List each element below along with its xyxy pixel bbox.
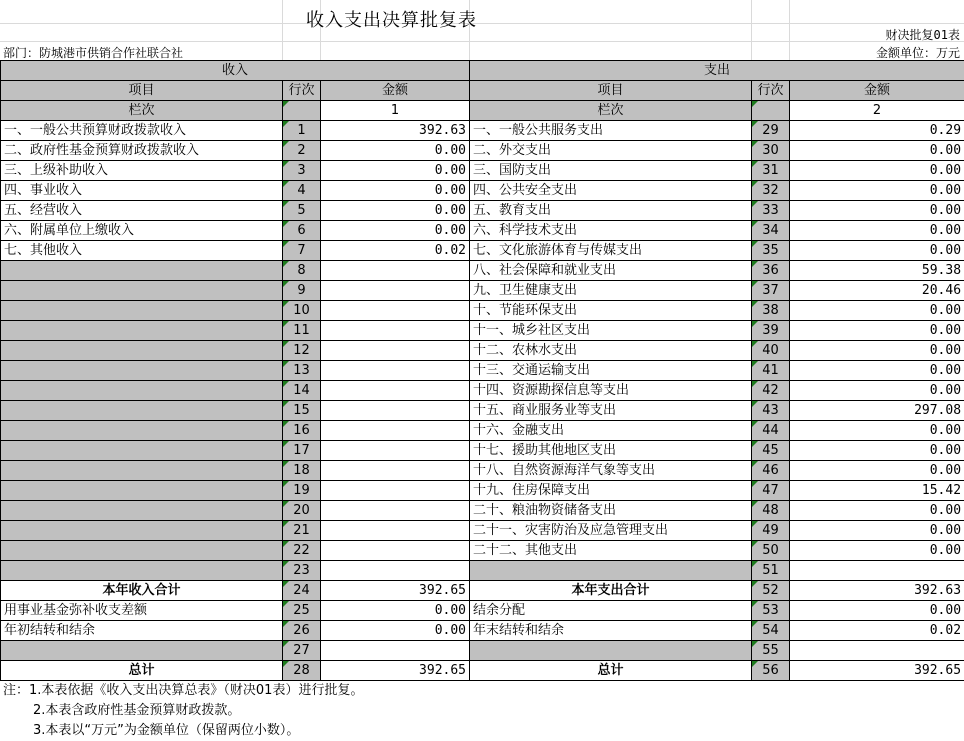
expense-amount-cell[interactable]: 297.08: [790, 401, 964, 421]
note-1: 注：1.本表依据《收入支出决算总表》（财决01表）进行批复。: [3, 683, 364, 698]
expense-item-cell[interactable]: 四、公共安全支出: [470, 181, 752, 201]
expense-line-cell[interactable]: 54: [752, 621, 790, 641]
income-line-cell[interactable]: 28: [283, 661, 321, 681]
income-amount-cell[interactable]: 0.00: [321, 141, 470, 161]
income-line-cell[interactable]: 2: [283, 141, 321, 161]
income-item-cell[interactable]: 七、其他收入: [1, 241, 283, 261]
table-row: [1, 541, 964, 561]
income-line-cell[interactable]: 3: [283, 161, 321, 181]
income-line-cell[interactable]: 11: [283, 321, 321, 341]
expense-amount-cell[interactable]: 15.42: [790, 481, 964, 501]
income-line-cell[interactable]: 7: [283, 241, 321, 261]
expense-amount-cell[interactable]: 0.29: [790, 121, 964, 141]
income-item-cell[interactable]: [1, 341, 283, 361]
income-item-cell[interactable]: [1, 461, 283, 481]
expense-item-cell[interactable]: 七、文化旅游体育与传媒支出: [470, 241, 752, 261]
expense-amount-cell[interactable]: 392.65: [790, 661, 964, 681]
expense-amount-cell[interactable]: 0.00: [790, 421, 964, 441]
income-item-cell[interactable]: 四、事业收入: [1, 181, 283, 201]
income-amount-cell[interactable]: [321, 341, 470, 361]
expense-line-header[interactable]: 行次: [752, 81, 790, 101]
income-line-cell[interactable]: 19: [283, 481, 321, 501]
expense-line-cell[interactable]: 40: [752, 341, 790, 361]
expense-amount-cell[interactable]: 0.00: [790, 241, 964, 261]
section-header-row: [1, 61, 964, 81]
expense-line-cell[interactable]: 35: [752, 241, 790, 261]
expense-item-cell[interactable]: 十八、自然资源海洋气象等支出: [470, 461, 752, 481]
expense-amount-cell[interactable]: 0.00: [790, 321, 964, 341]
income-line-cell[interactable]: 22: [283, 541, 321, 561]
expense-item-cell[interactable]: 二、外交支出: [470, 141, 752, 161]
income-line-cell[interactable]: 13: [283, 361, 321, 381]
expense-item-cell[interactable]: 本年支出合计: [470, 581, 752, 601]
income-line-cell[interactable]: 12: [283, 341, 321, 361]
expense-line-cell[interactable]: 39: [752, 321, 790, 341]
expense-amount-cell[interactable]: 59.38: [790, 261, 964, 281]
table-row: [1, 561, 964, 581]
table-row: [1, 281, 964, 301]
expense-line-cell[interactable]: 45: [752, 441, 790, 461]
income-amount-cell[interactable]: [321, 381, 470, 401]
expense-amount-cell[interactable]: [790, 561, 964, 581]
income-amount-cell[interactable]: 0.00: [321, 601, 470, 621]
income-amount-cell[interactable]: [321, 401, 470, 421]
table-row: [1, 321, 964, 341]
income-amount-cell[interactable]: 0.00: [321, 161, 470, 181]
column-header-row: [1, 81, 964, 101]
table-row: [1, 421, 964, 441]
expense-line-cell[interactable]: 38: [752, 301, 790, 321]
income-item-header[interactable]: 项目: [1, 81, 283, 101]
income-line-cell[interactable]: 26: [283, 621, 321, 641]
table-row: [1, 381, 964, 401]
grand-total-row: [1, 661, 964, 681]
table-row: [1, 121, 964, 141]
form-code: 财决批复01表: [885, 28, 960, 42]
income-item-cell[interactable]: [1, 421, 283, 441]
expense-line-cell[interactable]: 42: [752, 381, 790, 401]
expense-line-cell[interactable]: 53: [752, 601, 790, 621]
income-line-cell[interactable]: 16: [283, 421, 321, 441]
income-amount-cell[interactable]: [321, 261, 470, 281]
table-row: [1, 241, 964, 261]
income-item-cell[interactable]: [1, 641, 283, 661]
income-line-cell[interactable]: 10: [283, 301, 321, 321]
expense-line-cell[interactable]: 43: [752, 401, 790, 421]
income-item-cell[interactable]: [1, 481, 283, 501]
expense-amount-cell[interactable]: 0.00: [790, 461, 964, 481]
income-amount-cell[interactable]: 0.00: [321, 181, 470, 201]
income-amount-cell[interactable]: [321, 481, 470, 501]
expense-item-cell[interactable]: 十一、城乡社区支出: [470, 321, 752, 341]
income-line-cell[interactable]: 5: [283, 201, 321, 221]
income-header[interactable]: 收入: [1, 61, 470, 81]
income-item-cell[interactable]: 六、附属单位上缴收入: [1, 221, 283, 241]
table-row: [1, 521, 964, 541]
income-item-cell[interactable]: 五、经营收入: [1, 201, 283, 221]
income-item-cell[interactable]: 总计: [1, 661, 283, 681]
income-item-cell[interactable]: [1, 561, 283, 581]
table-row: [1, 201, 964, 221]
dept-row: [0, 42, 964, 60]
income-amount-cell[interactable]: [321, 321, 470, 341]
income-amount-cell[interactable]: [321, 281, 470, 301]
expense-line-cell[interactable]: 50: [752, 541, 790, 561]
expense-item-cell[interactable]: 二十二、其他支出: [470, 541, 752, 561]
expense-item-cell[interactable]: 十三、交通运输支出: [470, 361, 752, 381]
expense-line-cell[interactable]: 37: [752, 281, 790, 301]
expense-item-cell[interactable]: 二十、粮油物资储备支出: [470, 501, 752, 521]
budget-table: [0, 60, 964, 681]
table-row: [1, 181, 964, 201]
department-label: 部门：防城港市供销合作社联合社: [3, 46, 184, 60]
income-item-cell[interactable]: [1, 401, 283, 421]
income-line-cell[interactable]: 1: [283, 121, 321, 141]
expense-line-cell[interactable]: 36: [752, 261, 790, 281]
expense-col-label[interactable]: 栏次: [470, 101, 752, 121]
expense-line-cell[interactable]: 41: [752, 361, 790, 381]
expense-amount-cell[interactable]: 0.00: [790, 141, 964, 161]
table-row: [1, 141, 964, 161]
income-amount-cell[interactable]: [321, 461, 470, 481]
expense-item-cell[interactable]: 三、国防支出: [470, 161, 752, 181]
unit-label: 金额单位：万元: [875, 46, 960, 60]
expense-line-cell[interactable]: 55: [752, 641, 790, 661]
income-line-cell[interactable]: 18: [283, 461, 321, 481]
income-line-cell[interactable]: 6: [283, 221, 321, 241]
expense-line-cell[interactable]: 51: [752, 561, 790, 581]
expense-amount-cell[interactable]: 0.00: [790, 601, 964, 621]
table-row: [1, 301, 964, 321]
expense-item-cell[interactable]: 一、一般公共服务支出: [470, 121, 752, 141]
expense-amount-header[interactable]: 金额: [790, 81, 964, 101]
notes: [0, 681, 964, 741]
expense-amount-cell[interactable]: 0.00: [790, 201, 964, 221]
income-item-cell[interactable]: [1, 501, 283, 521]
table-row: [1, 601, 964, 621]
income-line-cell[interactable]: 27: [283, 641, 321, 661]
expense-line-cell[interactable]: 47: [752, 481, 790, 501]
income-col-label[interactable]: 栏次: [1, 101, 283, 121]
income-amount-cell[interactable]: 0.00: [321, 221, 470, 241]
income-col-number[interactable]: 1: [321, 101, 470, 121]
income-item-cell[interactable]: 二、政府性基金预算财政拨款收入: [1, 141, 283, 161]
expense-amount-cell[interactable]: 0.00: [790, 521, 964, 541]
income-line-cell[interactable]: 8: [283, 261, 321, 281]
expense-item-cell[interactable]: 十七、援助其他地区支出: [470, 441, 752, 461]
income-item-cell[interactable]: [1, 541, 283, 561]
expense-amount-cell[interactable]: 0.00: [790, 301, 964, 321]
income-line-cell[interactable]: 17: [283, 441, 321, 461]
expense-col-blank[interactable]: [752, 101, 790, 121]
expense-line-cell[interactable]: 56: [752, 661, 790, 681]
expense-amount-cell[interactable]: 392.63: [790, 581, 964, 601]
expense-item-cell[interactable]: 六、科学技术支出: [470, 221, 752, 241]
table-row: [1, 641, 964, 661]
table-row: [1, 401, 964, 421]
expense-line-cell[interactable]: 33: [752, 201, 790, 221]
income-item-cell[interactable]: 一、一般公共预算财政拨款收入: [1, 121, 283, 141]
income-col-blank[interactable]: [283, 101, 321, 121]
income-item-cell[interactable]: 年初结转和结余: [1, 621, 283, 641]
expense-item-header[interactable]: 项目: [470, 81, 752, 101]
expense-amount-cell[interactable]: 0.00: [790, 181, 964, 201]
expense-item-cell[interactable]: [470, 641, 752, 661]
income-item-cell[interactable]: 三、上级补助收入: [1, 161, 283, 181]
income-line-cell[interactable]: 24: [283, 581, 321, 601]
income-amount-cell[interactable]: [321, 441, 470, 461]
income-amount-header[interactable]: 金额: [321, 81, 470, 101]
expense-amount-cell[interactable]: [790, 641, 964, 661]
income-amount-cell[interactable]: 392.65: [321, 581, 470, 601]
expense-item-cell[interactable]: [470, 561, 752, 581]
expense-amount-cell[interactable]: 0.00: [790, 221, 964, 241]
column-index-row: [1, 101, 964, 121]
income-line-cell[interactable]: 4: [283, 181, 321, 201]
income-line-cell[interactable]: 14: [283, 381, 321, 401]
expense-col-number[interactable]: 2: [790, 101, 964, 121]
income-amount-cell[interactable]: [321, 541, 470, 561]
table-row: [1, 441, 964, 461]
expense-amount-cell[interactable]: 0.02: [790, 621, 964, 641]
expense-line-cell[interactable]: 49: [752, 521, 790, 541]
income-item-cell[interactable]: [1, 381, 283, 401]
expense-item-cell[interactable]: 总计: [470, 661, 752, 681]
expense-amount-cell[interactable]: 0.00: [790, 161, 964, 181]
expense-item-cell[interactable]: 年末结转和结余: [470, 621, 752, 641]
income-amount-cell[interactable]: 0.00: [321, 201, 470, 221]
expense-header[interactable]: 支出: [470, 61, 964, 81]
total-row: [1, 581, 964, 601]
income-item-cell[interactable]: [1, 321, 283, 341]
table-row: [1, 621, 964, 641]
income-item-cell[interactable]: [1, 301, 283, 321]
income-item-cell[interactable]: [1, 281, 283, 301]
income-amount-cell[interactable]: [321, 421, 470, 441]
form-code-row: [0, 24, 964, 42]
expense-line-cell[interactable]: 46: [752, 461, 790, 481]
note-3: 3.本表以“万元”为金额单位（保留两位小数）。: [33, 723, 300, 738]
expense-amount-cell[interactable]: 0.00: [790, 501, 964, 521]
income-item-cell[interactable]: [1, 441, 283, 461]
income-item-cell[interactable]: [1, 521, 283, 541]
expense-line-cell[interactable]: 29: [752, 121, 790, 141]
expense-item-cell[interactable]: 十九、住房保障支出: [470, 481, 752, 501]
expense-amount-cell[interactable]: 20.46: [790, 281, 964, 301]
expense-amount-cell[interactable]: 0.00: [790, 381, 964, 401]
table-row: [1, 161, 964, 181]
income-item-cell[interactable]: [1, 361, 283, 381]
expense-item-cell[interactable]: 十六、金融支出: [470, 421, 752, 441]
expense-item-cell[interactable]: 九、卫生健康支出: [470, 281, 752, 301]
expense-line-cell[interactable]: 34: [752, 221, 790, 241]
expense-line-cell[interactable]: 31: [752, 161, 790, 181]
income-line-cell[interactable]: 15: [283, 401, 321, 421]
expense-item-cell[interactable]: 十五、商业服务业等支出: [470, 401, 752, 421]
income-amount-cell[interactable]: [321, 521, 470, 541]
income-amount-cell[interactable]: [321, 361, 470, 381]
expense-item-cell[interactable]: 八、社会保障和就业支出: [470, 261, 752, 281]
expense-item-cell[interactable]: 二十一、灾害防治及应急管理支出: [470, 521, 752, 541]
income-amount-cell[interactable]: [321, 641, 470, 661]
table-row: [1, 221, 964, 241]
report-title-text: 收入支出决算批复表: [306, 10, 477, 31]
expense-line-cell[interactable]: 48: [752, 501, 790, 521]
expense-amount-cell[interactable]: 0.00: [790, 361, 964, 381]
table-row: [1, 481, 964, 501]
table-row: [1, 461, 964, 481]
income-line-cell[interactable]: 21: [283, 521, 321, 541]
expense-line-cell[interactable]: 44: [752, 421, 790, 441]
income-item-cell[interactable]: 用事业基金弥补收支差额: [1, 601, 283, 621]
table-row: [1, 361, 964, 381]
income-item-cell[interactable]: [1, 261, 283, 281]
income-amount-cell[interactable]: 392.65: [321, 661, 470, 681]
expense-amount-cell[interactable]: 0.00: [790, 341, 964, 361]
income-line-cell[interactable]: 25: [283, 601, 321, 621]
expense-line-cell[interactable]: 30: [752, 141, 790, 161]
income-amount-cell[interactable]: 392.63: [321, 121, 470, 141]
expense-amount-cell[interactable]: 0.00: [790, 541, 964, 561]
income-line-header[interactable]: 行次: [283, 81, 321, 101]
income-line-cell[interactable]: 23: [283, 561, 321, 581]
income-amount-cell[interactable]: 0.02: [321, 241, 470, 261]
table-row: [1, 261, 964, 281]
expense-item-cell[interactable]: 十四、资源勘探信息等支出: [470, 381, 752, 401]
income-amount-cell[interactable]: [321, 501, 470, 521]
expense-item-cell[interactable]: 结余分配: [470, 601, 752, 621]
table-row: [1, 501, 964, 521]
expense-line-cell[interactable]: 52: [752, 581, 790, 601]
expense-line-cell[interactable]: 32: [752, 181, 790, 201]
expense-item-cell[interactable]: 五、教育支出: [470, 201, 752, 221]
income-line-cell[interactable]: 9: [283, 281, 321, 301]
income-item-cell[interactable]: 本年收入合计: [1, 581, 283, 601]
expense-amount-cell[interactable]: 0.00: [790, 441, 964, 461]
expense-item-cell[interactable]: 十、节能环保支出: [470, 301, 752, 321]
income-amount-cell[interactable]: [321, 561, 470, 581]
income-line-cell[interactable]: 20: [283, 501, 321, 521]
note-2: 2.本表含政府性基金预算财政拨款。: [33, 703, 241, 718]
income-amount-cell[interactable]: [321, 301, 470, 321]
table-row: [1, 341, 964, 361]
income-amount-cell[interactable]: 0.00: [321, 621, 470, 641]
expense-item-cell[interactable]: 十二、农林水支出: [470, 341, 752, 361]
